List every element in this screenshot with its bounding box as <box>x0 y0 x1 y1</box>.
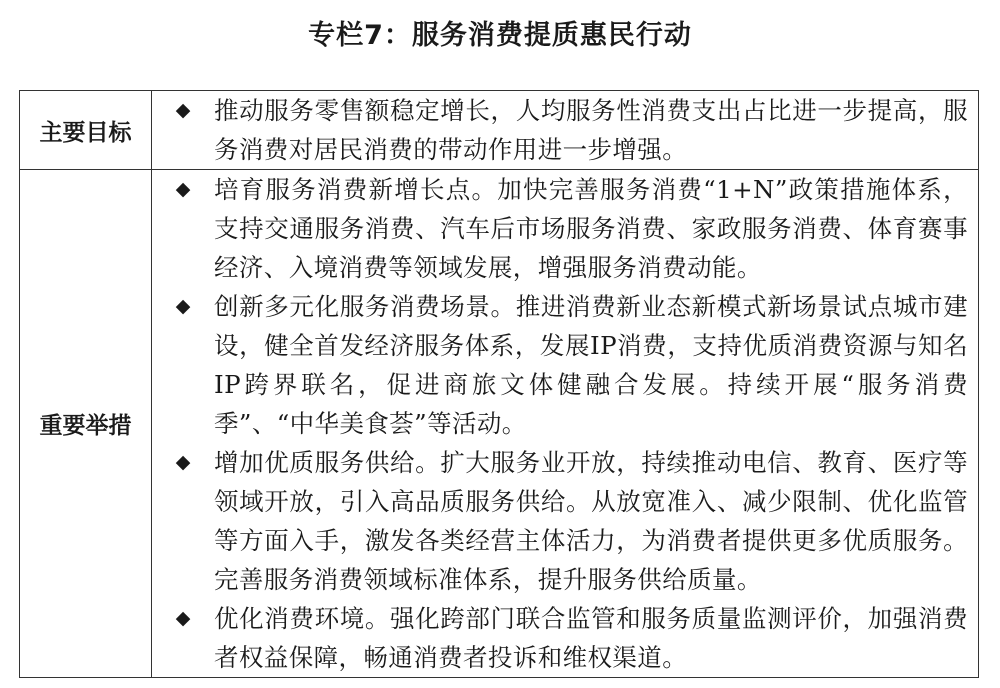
measure-item-text: 增加优质服务供给。扩大服务业开放，持续推动电信、教育、医疗等领域开放，引入高品质服务供给。从放宽准入、减少限制、优化监管等方面入手，激发各类经营主体活力，为消费者提供更多优质服务。完善服务消费领域标准体系，提升服务供给质量。 <box>214 448 968 594</box>
action-table <box>19 90 979 678</box>
table-row-key-measures <box>20 170 979 678</box>
list-item <box>152 443 968 599</box>
diamond-bullet-icon: ◆ <box>175 607 191 629</box>
list-item <box>152 287 968 443</box>
goal-item-text: 推动服务零售额稳定增长，人均服务性消费支出占比进一步提高，服务消费对居民消费的带动作用进一步增强。 <box>214 96 968 164</box>
measure-item-text: 优化消费环境。强化跨部门联合监管和服务质量监测评价，加强消费者权益保障，畅通消费者投诉和维权渠道。 <box>214 604 968 672</box>
measure-item-text: 培育服务消费新增长点。加快完善服务消费“1+N”政策措施体系，支持交通服务消费、汽车后市场服务消费、家政服务消费、体育赛事经济、入境消费等领域发展，增强服务消费动能。 <box>214 175 968 282</box>
diamond-bullet-icon: ◆ <box>175 99 191 121</box>
table-row-main-goal <box>20 91 979 170</box>
column-title: 专栏7：服务消费提质惠民行动 <box>308 20 692 51</box>
list-item <box>152 170 968 287</box>
row-content-key-measures <box>152 170 979 678</box>
row-content-main-goal <box>152 91 979 170</box>
diamond-bullet-icon: ◆ <box>175 451 191 473</box>
list-item <box>152 599 968 677</box>
measure-item-text: 创新多元化服务消费场景。推进消费新业态新模式新场景试点城市建设，健全首发经济服务体系，发展IP消费，支持优质消费资源与知名IP跨界联名，促进商旅文体健融合发展。持续开展“服务消费季”、“中华美食荟”等活动。 <box>214 292 968 438</box>
row-label-main-goal: 主要目标 <box>20 91 152 170</box>
diamond-bullet-icon: ◆ <box>175 295 191 317</box>
list-item <box>152 91 968 169</box>
row-label-key-measures: 重要举措 <box>20 170 152 678</box>
diamond-bullet-icon: ◆ <box>175 178 191 200</box>
